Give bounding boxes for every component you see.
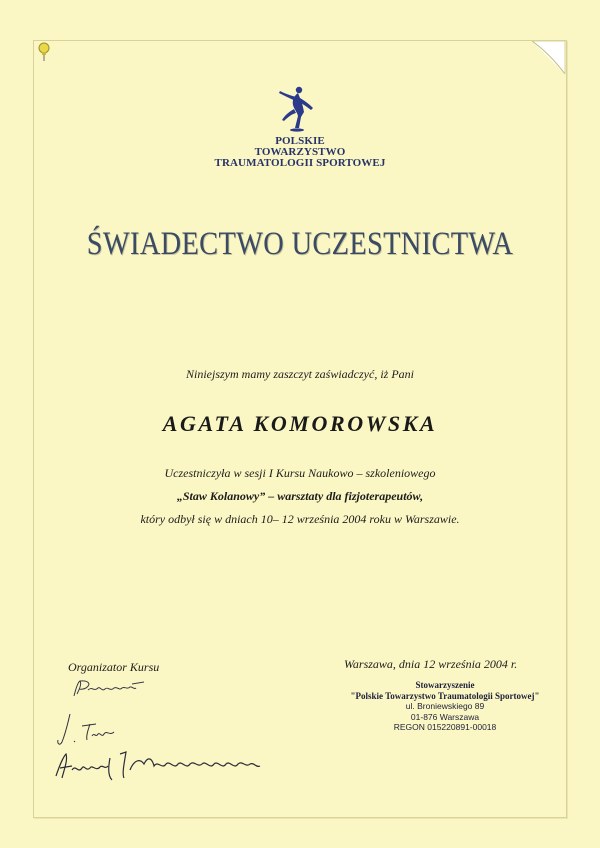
stamp-line-5: REGON 015220891-00018 bbox=[393, 722, 497, 732]
organizer-label: Organizator Kursu bbox=[68, 660, 160, 674]
intro-text: Niniejszym mamy zaszczyt zaświadczyć, iż Pani bbox=[186, 367, 414, 381]
stamp-line-2: "Polskie Towarzystwo Traumatologii Sportowej" bbox=[350, 690, 540, 701]
certificate-title: ŚWIADECTWO UCZESTNICTWA bbox=[86, 226, 514, 262]
stamp-line-3: ul. Broniewskiego 89 bbox=[405, 701, 485, 711]
org-name-line-3: TRAUMATOLOGII SPORTOWEJ bbox=[214, 157, 386, 169]
org-name-line-1: POLSKIE bbox=[275, 135, 325, 147]
place-date: Warszawa, dnia 12 września 2004 r. bbox=[344, 657, 518, 671]
body-line-1: Uczestniczyła w sesji I Kursu Naukowo – szkoleniowego bbox=[164, 466, 436, 480]
body-line-2: „Staw Kolanowy” – warsztaty dla fizjoterapeutów, bbox=[176, 489, 424, 503]
stamp-line-4: 01-876 Warszawa bbox=[410, 711, 480, 722]
athlete-logo-icon bbox=[270, 82, 320, 134]
stamp-line-1: Stowarzyszenie bbox=[415, 680, 475, 690]
signature-2 bbox=[56, 712, 126, 748]
page-curl-icon bbox=[528, 40, 568, 80]
body-line-3: który odbył się w dniach 10– 12 września 2004 roku w Warszawie. bbox=[140, 512, 460, 526]
pushpin-icon bbox=[37, 42, 51, 62]
organization-stamp bbox=[330, 680, 560, 733]
signature-1 bbox=[70, 678, 150, 700]
recipient-name: AGATA KOMOROWSKA bbox=[162, 411, 438, 436]
org-name-line-2: TOWARZYSTWO bbox=[254, 146, 346, 158]
signature-3 bbox=[50, 746, 264, 786]
